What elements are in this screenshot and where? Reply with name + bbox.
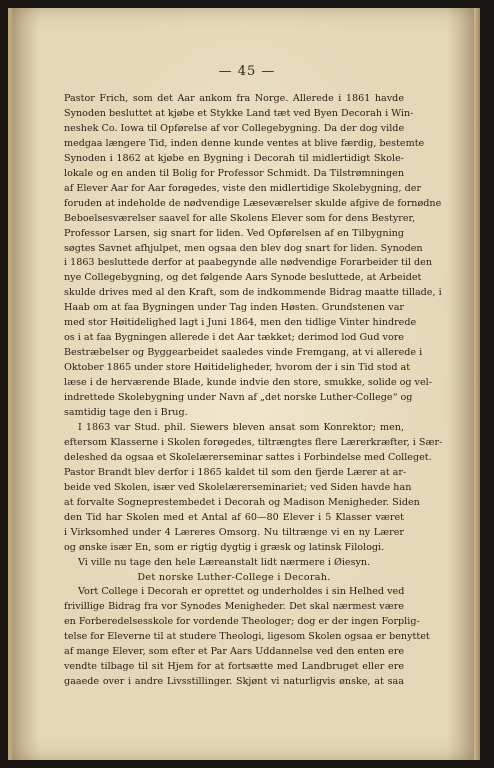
- text-line: I 1863 var Stud. phil. Siewers bleven ansat som Konrektor; men,: [78, 421, 404, 433]
- text-line: Pastor Brandt blev derfor i 1865 kaldet til som den fjerde Lærer at ar-: [64, 466, 407, 478]
- text-line: læse i de herværende Blade, kunde indvie den store, smukke, solide og vel-: [64, 377, 432, 389]
- text-line: vendte tilbage til sit Hjem for at fortsætte med Landbruget eller ere: [64, 661, 404, 673]
- text-line: indrettede Skolebygning under Navn af „det norske Luther-College“ og: [64, 392, 413, 404]
- text-line: eftersom Klasserne i Skolen forøgedes, tiltrængtes flere Lærerkræfter, i Sær-: [64, 436, 443, 448]
- text-line: i Virksomhed under 4 Læreres Omsorg. Nu tiltrænge vi en ny Lærer: [64, 526, 404, 538]
- text-line: Vi ville nu tage den hele Læreanstalt lidt nærmere i Øiesyn.: [78, 556, 371, 568]
- text-line: os i at faa Bygningen allerede i det Aar tækket; derimod lod Gud vore: [64, 332, 404, 344]
- text-line: Oktober 1865 under store Høitideligheder, hvorom der i sin Tid stod at: [64, 362, 411, 374]
- text-line: af mange Elever, som efter et Par Aars Uddannelse ved den enten ere: [64, 646, 404, 658]
- text-line: med stor Høitidelighed lagt i Juni 1864, men den tidlige Vinter hindrede: [64, 317, 417, 329]
- text-line: Synoden besluttet at kjøbe et Stykke Land tæt ved Byen Decorah i Win-: [64, 107, 414, 119]
- text-line: Pastor Frich, som det Aar ankom fra Norge. Allerede i 1861 havde: [64, 93, 404, 104]
- text-line: søgtes Savnet afhjulpet, men ogsaa den blev dog snart for liden. Synoden: [64, 242, 423, 254]
- text-line: Professor Larsen, sig snart for liden. Ved Opførelsen af en Tilbygning: [64, 227, 404, 239]
- text-line: en Forberedelsesskole for vordende Theologer; dog er der ingen Forplig-: [64, 616, 420, 628]
- text-line: Bestræbelser og Byggearbeidet saaledes vinde Fremgang, at vi allerede i: [64, 347, 423, 359]
- page-number: — 45 —: [218, 64, 276, 79]
- text-line: medgaa længere Tid, inden denne kunde ventes at blive færdig, bestemte: [64, 137, 425, 149]
- page-text: [64, 92, 443, 690]
- text-line: nye Collegebygning, og det følgende Aars Synode besluttede, at Arbeidet: [64, 272, 422, 284]
- text-line: Synoden i 1862 at kjøbe en Bygning i Decorah til midlertidigt Skole-: [64, 152, 404, 164]
- text-line: frivillige Bidrag fra vor Synodes Menigheder. Det skal nærmest være: [64, 601, 404, 613]
- text-line: neshek Co. Iowa til Opførelse af vor Collegebygning. Da der dog vilde: [64, 122, 405, 134]
- text-line: at forvalte Sogneprestembedet i Decorah og Madison Menigheder. Siden: [64, 496, 420, 508]
- text-line: Haab om at faa Bygningen under Tag inden Høsten. Grundstenen var: [64, 302, 404, 314]
- text-line: foruden at indeholde de nødvendige Læseværelser skulde afgive de fornødne: [64, 197, 442, 209]
- page-right-edge: [474, 8, 480, 760]
- text-line: i 1863 besluttede derfor at paabegynde alle nødvendige Forarbeider til den: [64, 257, 433, 269]
- text-line: samtidig tage den i Brug.: [64, 407, 188, 419]
- text-line: deleshed da ogsaa et Skolelærerseminar sattes i Forbindelse med Colleget.: [64, 451, 432, 463]
- text-line: gaaede over i andre Livsstillinger. Skjønt vi naturligvis ønske, at saa: [64, 676, 404, 688]
- text-line: Beboelsesværelser saavel for alle Skolens Elever som for dens Bestyrer,: [64, 212, 416, 224]
- text-line: beide ved Skolen, især ved Skolelærerseminariet; ved Siden havde han: [64, 481, 412, 493]
- text-line: den Tid har Skolen med et Antal af 60—80 Elever i 5 Klasser været: [64, 511, 404, 523]
- text-line: telse for Eleverne til at studere Theologi, ligesom Skolen ogsaa er benyttet: [64, 631, 430, 643]
- section-heading: Det norske Luther-College i Decorah.: [137, 571, 331, 583]
- text-line: af Elever Aar for Aar forøgedes, viste den midlertidige Skolebygning, der: [64, 182, 422, 194]
- text-line: lokale og en anden til Bolig for Professor Schmidt. Da Tilstrømningen: [64, 167, 404, 179]
- text-line: og ønske især En, som er rigtig dygtig i græsk og latinsk Filologi.: [64, 541, 385, 553]
- text-line: Vort College i Decorah er oprettet og underholdes i sin Helhed ved: [78, 586, 405, 598]
- text-line: skulde drives med al den Kraft, som de indkommende Bidrag maatte tillade, i: [64, 287, 442, 299]
